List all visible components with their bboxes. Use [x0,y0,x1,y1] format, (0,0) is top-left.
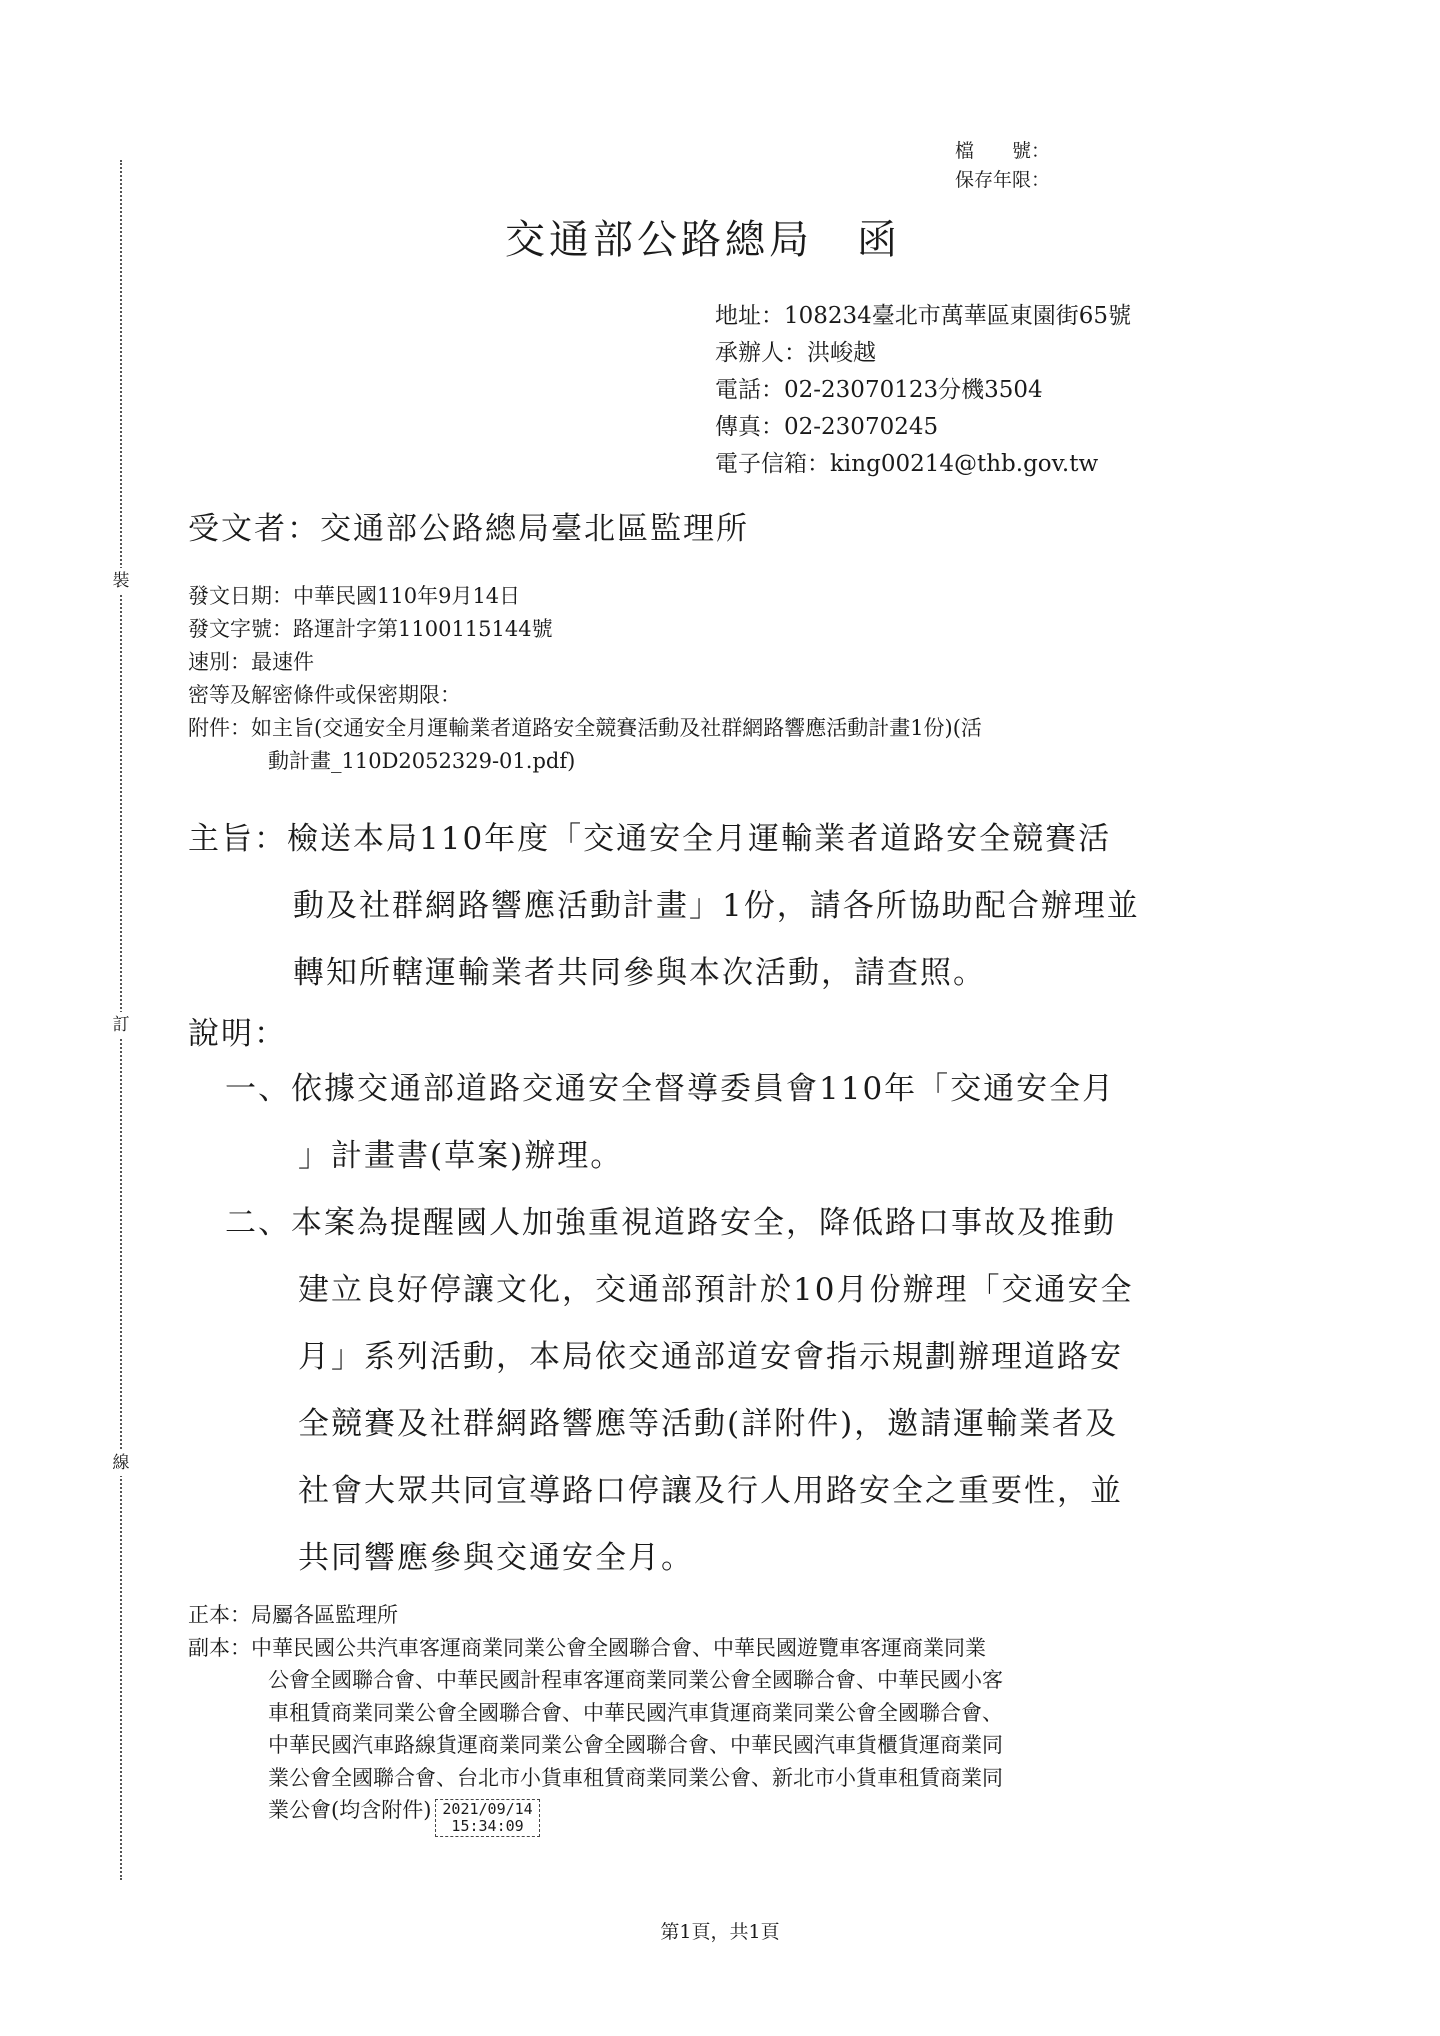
subject-line-1: 主旨：檢送本局110年度「交通安全月運輸業者道路安全競賽活 [188,821,1112,857]
item2-line-6: 共同響應參與交通安全月。 [298,1540,694,1576]
cc-line-4: 中華民國汽車路線貨運商業同業公會全國聯合會、中華民國汽車貨櫃貨運商業同 [268,1733,1003,1757]
explanation-item-2 [225,1190,1133,1592]
delivery-speed: 速別：最速件 [188,650,314,674]
document-title: 交通部公路總局 函 [505,217,901,263]
explanation-label: 說明： [188,1016,287,1052]
page-number-footer: 第1頁，共1頁 [660,1921,780,1943]
cc-line-5: 業公會全國聯合會、台北市小貨車租賃商業同業公會、新北市小貨車租賃商業同 [268,1765,1003,1790]
retention-period-label: 保存年限： [955,169,1051,191]
binding-mark-xian: 線 [108,1450,134,1476]
cc-line-3: 車租賃商業同業公會全國聯合會、中華民國汽車貨運商業同業公會全國聯合會、 [268,1700,1003,1725]
subject [188,806,1278,1007]
document-info [188,580,1248,778]
item2-line-3: 月」系列活動，本局依交通部道安會指示規劃辦理道路安 [298,1339,1123,1375]
subject-line-3: 轉知所轄運輸業者共同參與本次活動，請查照。 [293,955,986,991]
binding-mark-ding: 訂 [108,1012,134,1038]
distribution-list [188,1599,1248,1837]
cc-line-6: 業公會(均含附件) [268,1798,432,1822]
contact-handler: 承辦人：洪峻越 [715,340,876,366]
cc-line-6-wrapper [188,1794,1248,1837]
contact-phone: 電話：02-23070123分機3504 [715,377,1043,403]
original-recipients: 正本：局屬各區監理所 [188,1603,398,1627]
item2-line-2: 建立良好停讓文化，交通部預計於10月份辦理「交通安全 [298,1272,1134,1308]
item2-line-5: 社會大眾共同宣導路口停讓及行人用路安全之重要性，並 [298,1473,1123,1509]
security-level: 密等及解密條件或保密期限： [188,683,461,707]
contact-fax: 傳真：02-23070245 [715,414,939,440]
item1-line-2: 」計畫書(草案)辦理。 [298,1138,624,1174]
attachment-line-1: 附件：如主旨(交通安全月運輸業者道路安全競賽活動及社群網路響應活動計畫1份)(活 [188,716,982,740]
contact-address: 地址：108234臺北市萬華區東園街65號 [715,303,1132,329]
recipient: 受文者：交通部公路總局臺北區監理所 [188,511,749,547]
contact-block [715,298,1131,483]
explanation-item-1 [225,1056,1115,1190]
stamp-date: 2021/09/14 [442,1800,533,1818]
issue-date: 發文日期：中華民國110年9月14日 [188,584,521,608]
file-number-label: 檔 號： [955,140,1051,162]
document-number: 發文字號：路運計字第1100115144號 [188,617,553,641]
binding-mark-zhuang: 裝 [108,568,134,594]
contact-email: 電子信箱：king00214@thb.gov.tw [715,451,1099,477]
item2-line-1: 二、本案為提醒國人加強重視道路安全，降低路口事故及推動 [225,1205,1116,1241]
attachment-line-2: 動計畫_110D2052329-01.pdf) [268,749,576,773]
timestamp-stamp [435,1799,539,1837]
item2-line-4: 全競賽及社群網路響應等活動(詳附件)，邀請運輸業者及 [298,1406,1119,1442]
stamp-time: 15:34:09 [451,1817,524,1835]
item1-line-1: 一、依據交通部道路交通安全督導委員會110年「交通安全月 [225,1071,1116,1107]
cc-line-1: 副本：中華民國公共汽車客運商業同業公會全國聯合會、中華民國遊覽車客運商業同業 [188,1635,986,1660]
cc-line-2: 公會全國聯合會、中華民國計程車客運商業同業公會全國聯合會、中華民國小客 [268,1668,1003,1692]
subject-line-2: 動及社群網路響應活動計畫」1份，請各所協助配合辦理並 [293,888,1140,924]
